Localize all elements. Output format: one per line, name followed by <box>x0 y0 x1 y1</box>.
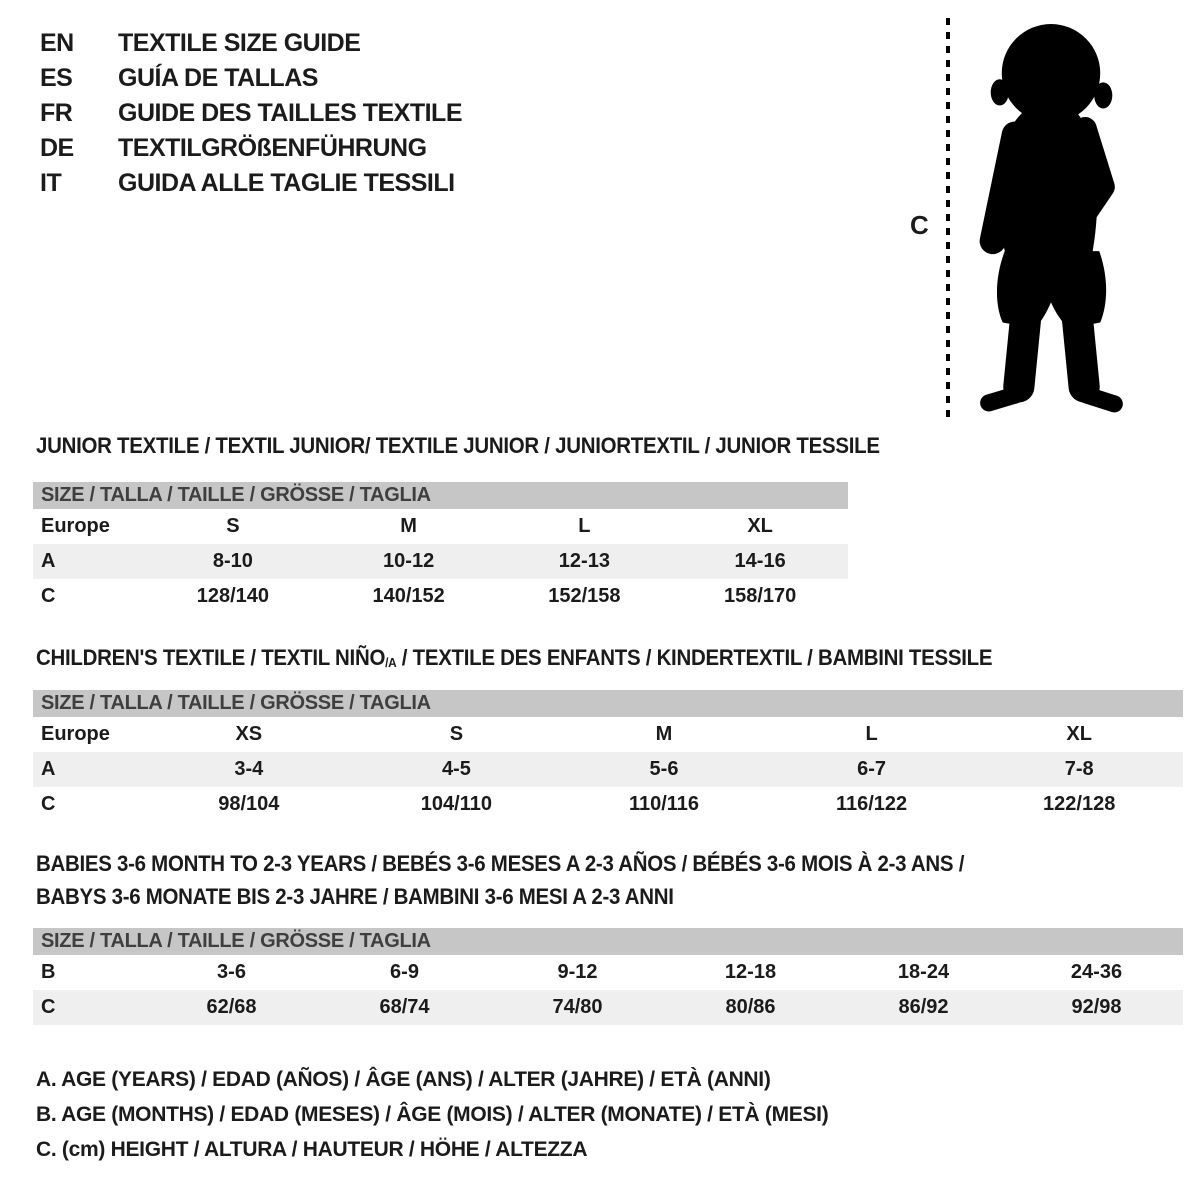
size-cell: 140/152 <box>372 585 445 607</box>
table-row <box>33 990 1183 1025</box>
row-label: C <box>33 990 145 1025</box>
language-row <box>40 96 462 131</box>
language-code: EN <box>40 29 74 57</box>
row-label: Europe <box>41 723 110 745</box>
size-cell: 62/68 <box>145 990 318 1025</box>
table-row <box>33 509 848 544</box>
row-label: A <box>33 752 145 787</box>
size-header: SIZE / TALLA / TAILLE / GRÖSSE / TAGLIA <box>33 482 848 509</box>
table-row <box>33 955 1183 990</box>
size-cell: 104/110 <box>420 793 492 815</box>
size-cell: 6-7 <box>768 752 976 787</box>
size-cell: 12-13 <box>497 544 673 579</box>
table-row <box>33 579 848 614</box>
size-cell: 6-9 <box>390 961 419 983</box>
size-cell: 110/116 <box>628 793 700 815</box>
size-cell: 128/140 <box>196 585 270 607</box>
children-section-title <box>36 645 992 671</box>
table-row <box>33 544 848 579</box>
size-cell: XL <box>1066 723 1092 745</box>
language-row <box>40 131 462 166</box>
size-header-row <box>33 928 1183 955</box>
size-cell: 3-6 <box>217 961 246 983</box>
children-size-table <box>33 690 1183 822</box>
row-label: B <box>41 961 56 983</box>
size-header: SIZE / TALLA / TAILLE / GRÖSSE / TAGLIA <box>33 928 1183 955</box>
size-cell: 14-16 <box>672 544 848 579</box>
measure-legend <box>36 1062 828 1167</box>
size-header-row <box>33 482 848 509</box>
title-text: CHILDREN'S TEXTILE / TEXTIL NIÑO <box>36 645 386 670</box>
row-label: C <box>41 793 56 815</box>
junior-size-table <box>33 482 848 614</box>
row-label: Europe <box>41 515 110 537</box>
size-cell: 4-5 <box>353 752 561 787</box>
size-cell: L <box>865 723 878 745</box>
language-row <box>40 61 462 96</box>
size-cell: 92/98 <box>1010 990 1183 1025</box>
size-cell: 158/170 <box>723 585 797 607</box>
size-cell: 8-10 <box>145 544 321 579</box>
title-text: / TEXTILE DES ENFANTS / KINDERTEXTIL / BAMBINI TESSILE <box>396 645 993 670</box>
size-cell: 3-4 <box>145 752 353 787</box>
toddler-silhouette-icon <box>962 18 1144 420</box>
height-measure-label: C <box>910 210 929 240</box>
language-row <box>40 26 462 61</box>
size-cell: 5-6 <box>560 752 768 787</box>
size-cell: 18-24 <box>897 961 950 983</box>
size-cell: 9-12 <box>557 961 598 983</box>
height-figure <box>900 10 1170 425</box>
babies-title-line1: BABIES 3-6 MONTH TO 2-3 YEARS / BEBÉS 3-6 MESES A 2-3 AÑOS / BÉBÉS 3-6 MOIS À 2-3 ANS / <box>36 851 965 876</box>
junior-section-title: JUNIOR TEXTILE / TEXTIL JUNIOR/ TEXTILE JUNIOR / JUNIORTEXTIL / JUNIOR TESSILE <box>36 433 880 458</box>
size-cell: 80/86 <box>664 990 837 1025</box>
table-row <box>33 752 1183 787</box>
legend-line-b: B. AGE (MONTHS) / EDAD (MESES) / ÂGE (MOIS) / ALTER (MONATE) / ETÀ (MESI) <box>36 1103 829 1126</box>
legend-line-c: C. (cm) HEIGHT / ALTURA / HAUTEUR / HÖHE / ALTEZZA <box>36 1138 588 1161</box>
size-cell: 98/104 <box>218 793 280 815</box>
language-code: IT <box>40 169 62 197</box>
size-cell: 152/158 <box>548 585 621 607</box>
size-cell: 74/80 <box>491 990 664 1025</box>
row-label: A <box>33 544 145 579</box>
language-code: DE <box>40 134 74 162</box>
size-header: SIZE / TALLA / TAILLE / GRÖSSE / TAGLIA <box>33 690 1183 717</box>
size-cell: S <box>226 515 240 537</box>
guide-title-es: GUÍA DE TALLAS <box>118 64 318 92</box>
guide-title-en: TEXTILE SIZE GUIDE <box>118 29 361 57</box>
babies-section-title <box>36 847 964 913</box>
size-header-row <box>33 690 1183 717</box>
size-cell: 12-18 <box>724 961 777 983</box>
size-cell: XS <box>235 723 263 745</box>
size-cell: S <box>449 723 464 745</box>
title-subscript: /A <box>385 655 397 670</box>
size-cell: M <box>655 723 673 745</box>
babies-size-table <box>33 928 1183 1025</box>
size-cell: 7-8 <box>975 752 1183 787</box>
legend-line-a: A. AGE (YEARS) / EDAD (AÑOS) / ÂGE (ANS) / ALTER (JAHRE) / ETÀ (ANNI) <box>36 1068 771 1091</box>
size-cell: 86/92 <box>837 990 1010 1025</box>
size-cell: XL <box>747 515 773 537</box>
size-cell: L <box>578 515 591 537</box>
table-row <box>33 717 1183 752</box>
height-measure-line <box>946 18 950 418</box>
size-cell: 116/122 <box>835 793 908 815</box>
size-cell: 24-36 <box>1070 961 1123 983</box>
language-row <box>40 166 462 201</box>
row-label: C <box>41 585 56 607</box>
size-cell: 10-12 <box>321 544 497 579</box>
language-list <box>40 26 462 201</box>
size-cell: M <box>400 515 417 537</box>
babies-title-line2: BABYS 3-6 MONATE BIS 2-3 JAHRE / BAMBINI 3-6 MESI A 2-3 ANNI <box>36 884 674 909</box>
guide-title-de: TEXTILGRÖßENFÜHRUNG <box>118 134 427 162</box>
table-row <box>33 787 1183 822</box>
guide-title-it: GUIDA ALLE TAGLIE TESSILI <box>118 169 455 197</box>
language-code: FR <box>40 99 73 127</box>
size-cell: 122/128 <box>1043 793 1116 815</box>
language-code: ES <box>40 64 73 92</box>
guide-title-fr: GUIDE DES TAILLES TEXTILE <box>118 99 463 127</box>
size-cell: 68/74 <box>318 990 491 1025</box>
